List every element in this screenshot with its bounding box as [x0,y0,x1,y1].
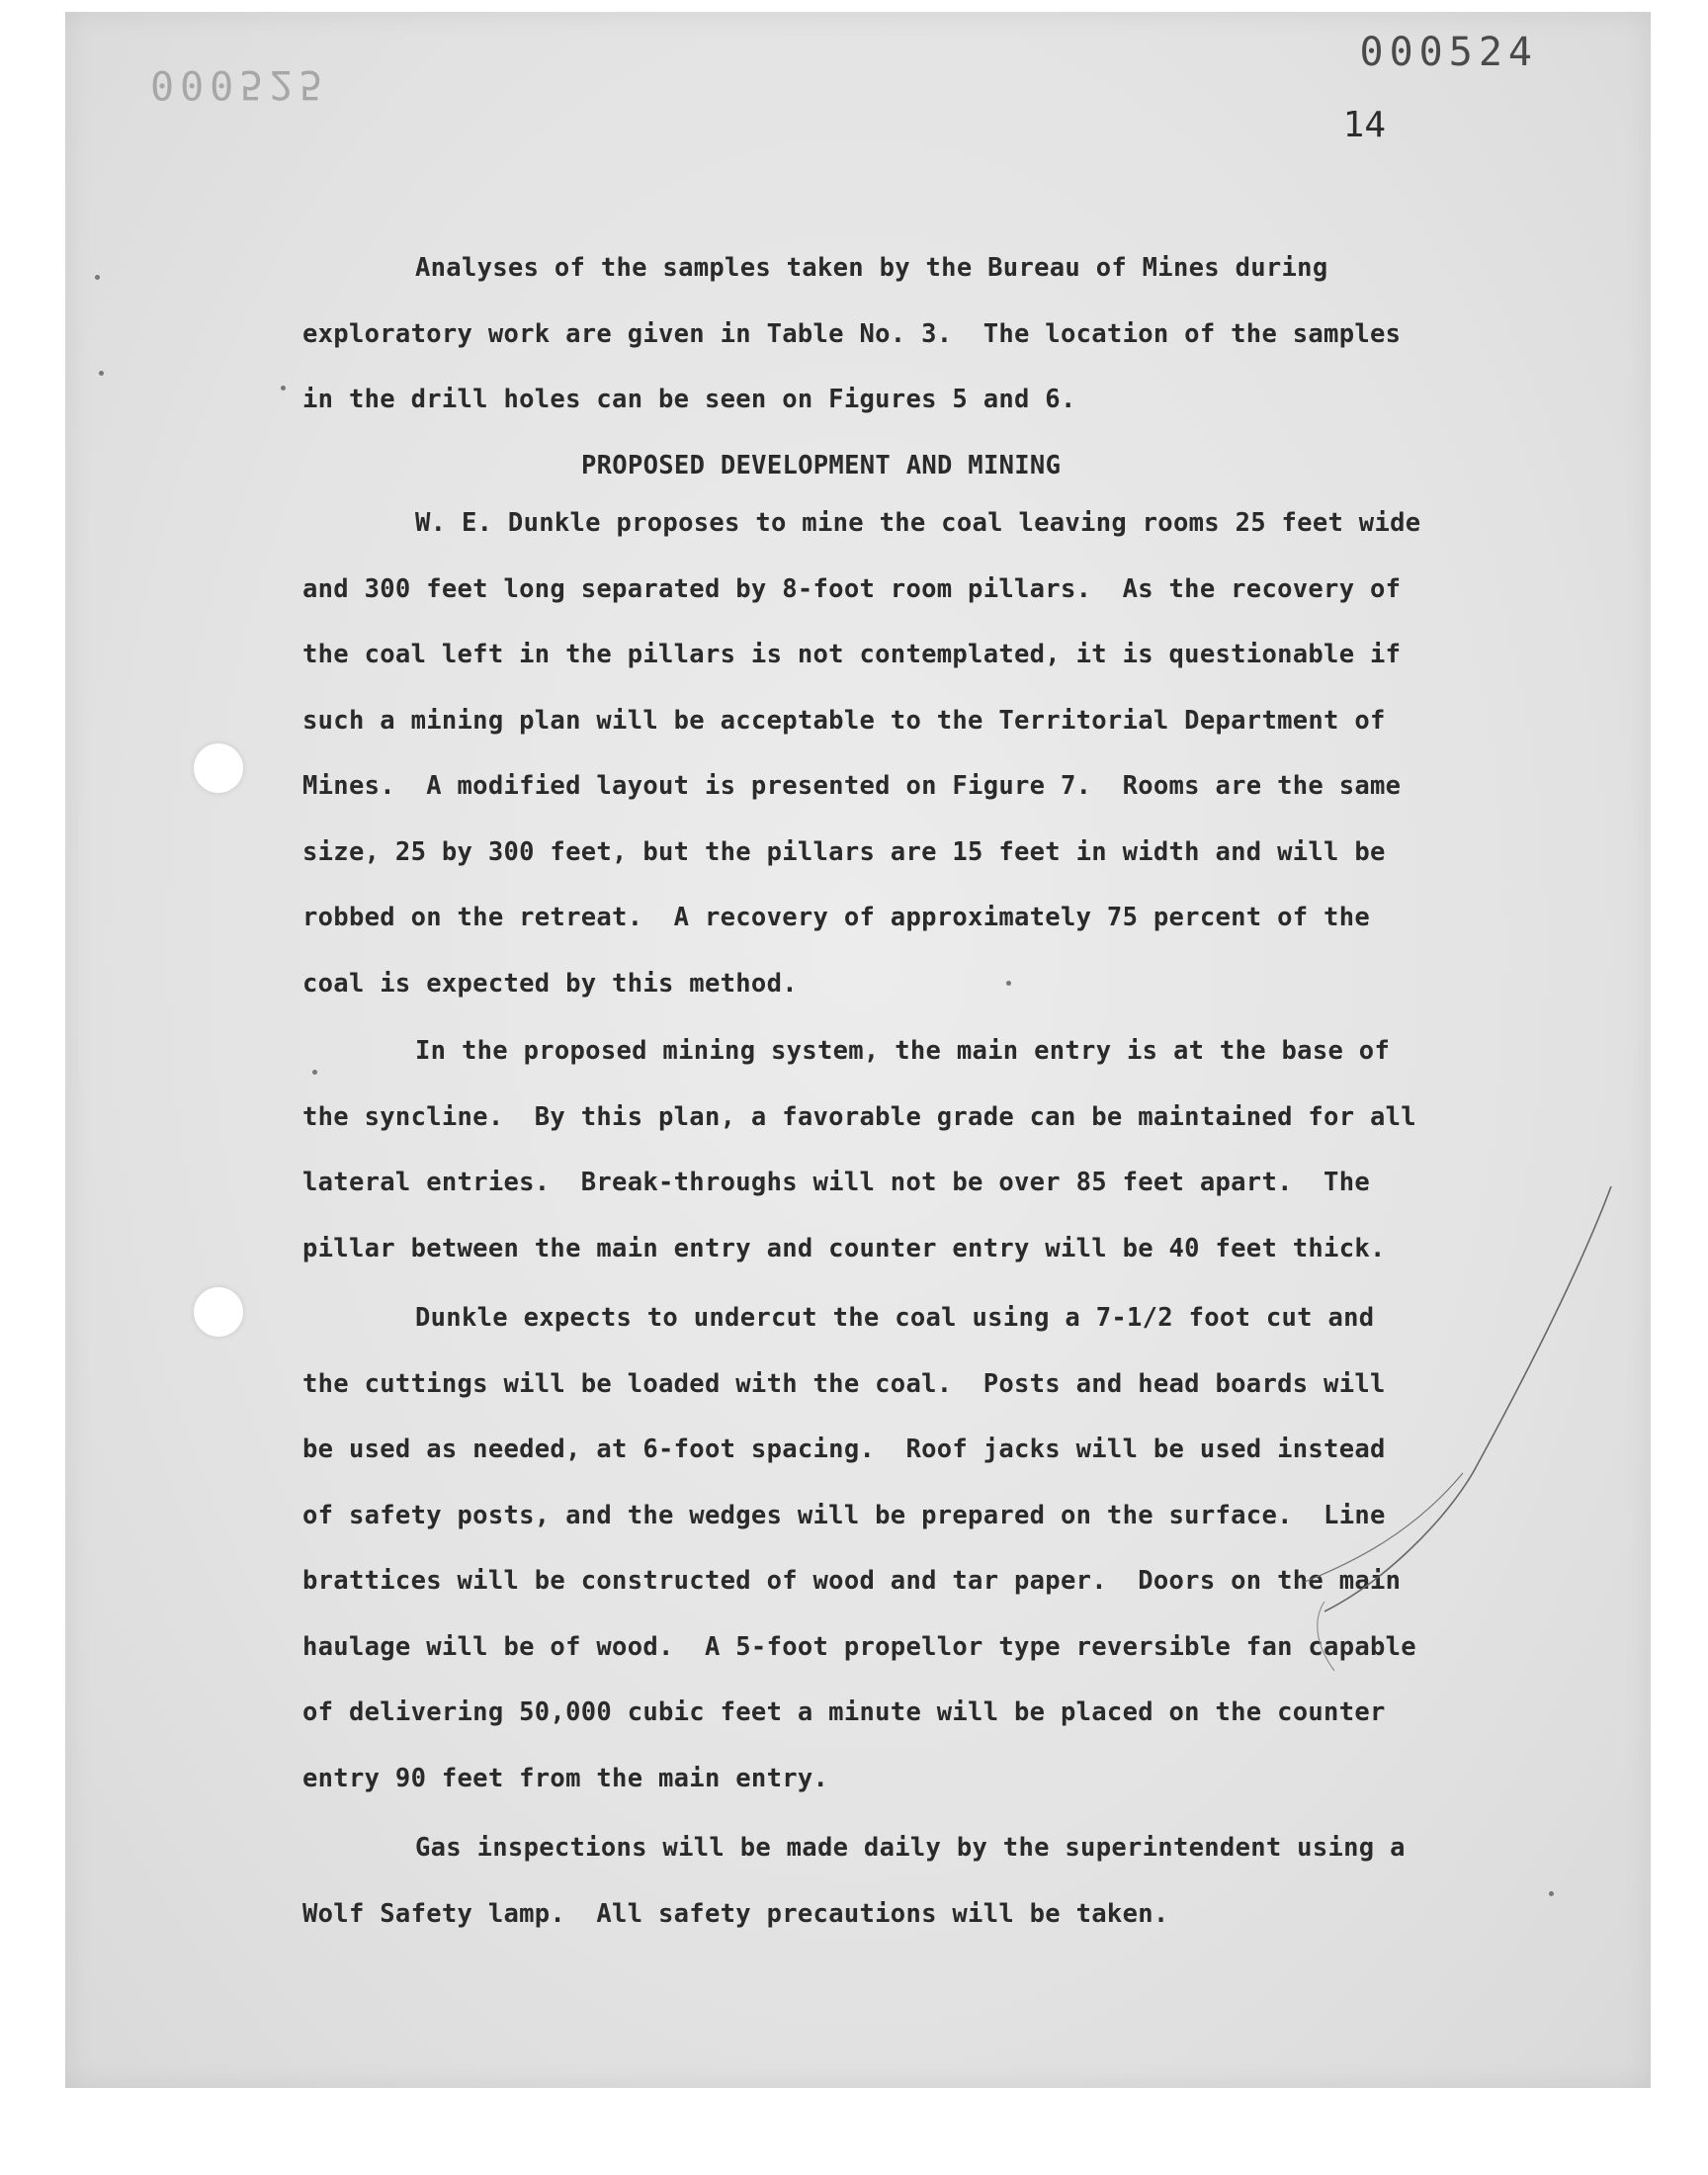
text-line: robbed on the retreat. A recovery of approximately 75 percent of the [302,903,1371,932]
paper-speck [1549,1891,1554,1896]
paragraph-analyses [302,235,1508,498]
text-line: Gas inspections will be made daily by the superintendent using a [415,1833,1406,1863]
section-heading: PROPOSED DEVELOPMENT AND MINING [581,450,1062,480]
text-line: and 300 feet long separated by 8-foot room pillars. As the recovery of [302,573,1402,604]
paragraph-gas-inspections [302,1815,1508,1947]
punch-hole [194,743,243,793]
text-line: coal is expected by this method. [302,968,798,999]
text-line: Wolf Safety lamp. All safety precautions will be taken. [302,1898,1169,1929]
paragraph-dunkle-proposal [302,490,1508,1016]
text-line: the coal left in the pillars is not contemplated, it is questionable if [302,640,1402,669]
text-line: In the proposed mining system, the main entry is at the base of [415,1036,1391,1066]
text-line: pillar between the main entry and counter entry will be 40 feet thick. [302,1233,1386,1263]
text-line: brattices will be constructed of wood and tar paper. Doors on the main [302,1566,1402,1596]
pen-scribble-mark [1265,1176,1621,1730]
text-line: Dunkle expects to undercut the coal using a 7-1/2 foot cut and [415,1303,1375,1333]
paper-speck [99,371,104,376]
text-line: in the drill holes can be seen on Figures 5 and 6. [302,385,1076,414]
paper-speck [95,275,100,280]
text-line: lateral entries. Break-throughs will not be over 85 feet apart. The [302,1168,1371,1197]
text-line: of delivering 50,000 cubic feet a minute will be placed on the counter [302,1697,1386,1727]
text-line: entry 90 feet from the main entry. [302,1763,829,1793]
bates-stamp: 000524 [1359,30,1538,75]
paper-speck [312,1070,317,1075]
text-line: the syncline. By this plan, a favorable grade can be maintained for all [302,1101,1416,1132]
text-line: size, 25 by 300 feet, but the pillars are 15 feet in width and will be [302,836,1386,867]
text-line: W. E. Dunkle proposes to mine the coal leaving rooms 25 feet wide [415,508,1421,538]
text-line: Mines. A modified layout is presented on Figure 7. Rooms are the same [302,771,1402,801]
page-number: 14 [1342,105,1386,145]
text-line: of safety posts, and the wedges will be prepared on the surface. Line [302,1500,1386,1530]
text-line: such a mining plan will be acceptable to the Territorial Department of [302,705,1386,736]
text-line: Analyses of the samples taken by the Bureau of Mines during [415,253,1328,283]
text-line: the cuttings will be loaded with the coal. Posts and head boards will [302,1368,1386,1399]
text-line: haulage will be of wood. A 5-foot propellor type reversible fan capable [302,1631,1416,1662]
punch-hole [194,1287,243,1337]
text-line: exploratory work are given in Table No. 3. The location of the samples [302,318,1402,349]
paper-speck [281,386,286,391]
bates-stamp-bleed-through: 000525 [150,61,329,107]
paper-speck [1006,981,1011,986]
text-line: be used as needed, at 6-foot spacing. Roof jacks will be used instead [302,1435,1386,1464]
